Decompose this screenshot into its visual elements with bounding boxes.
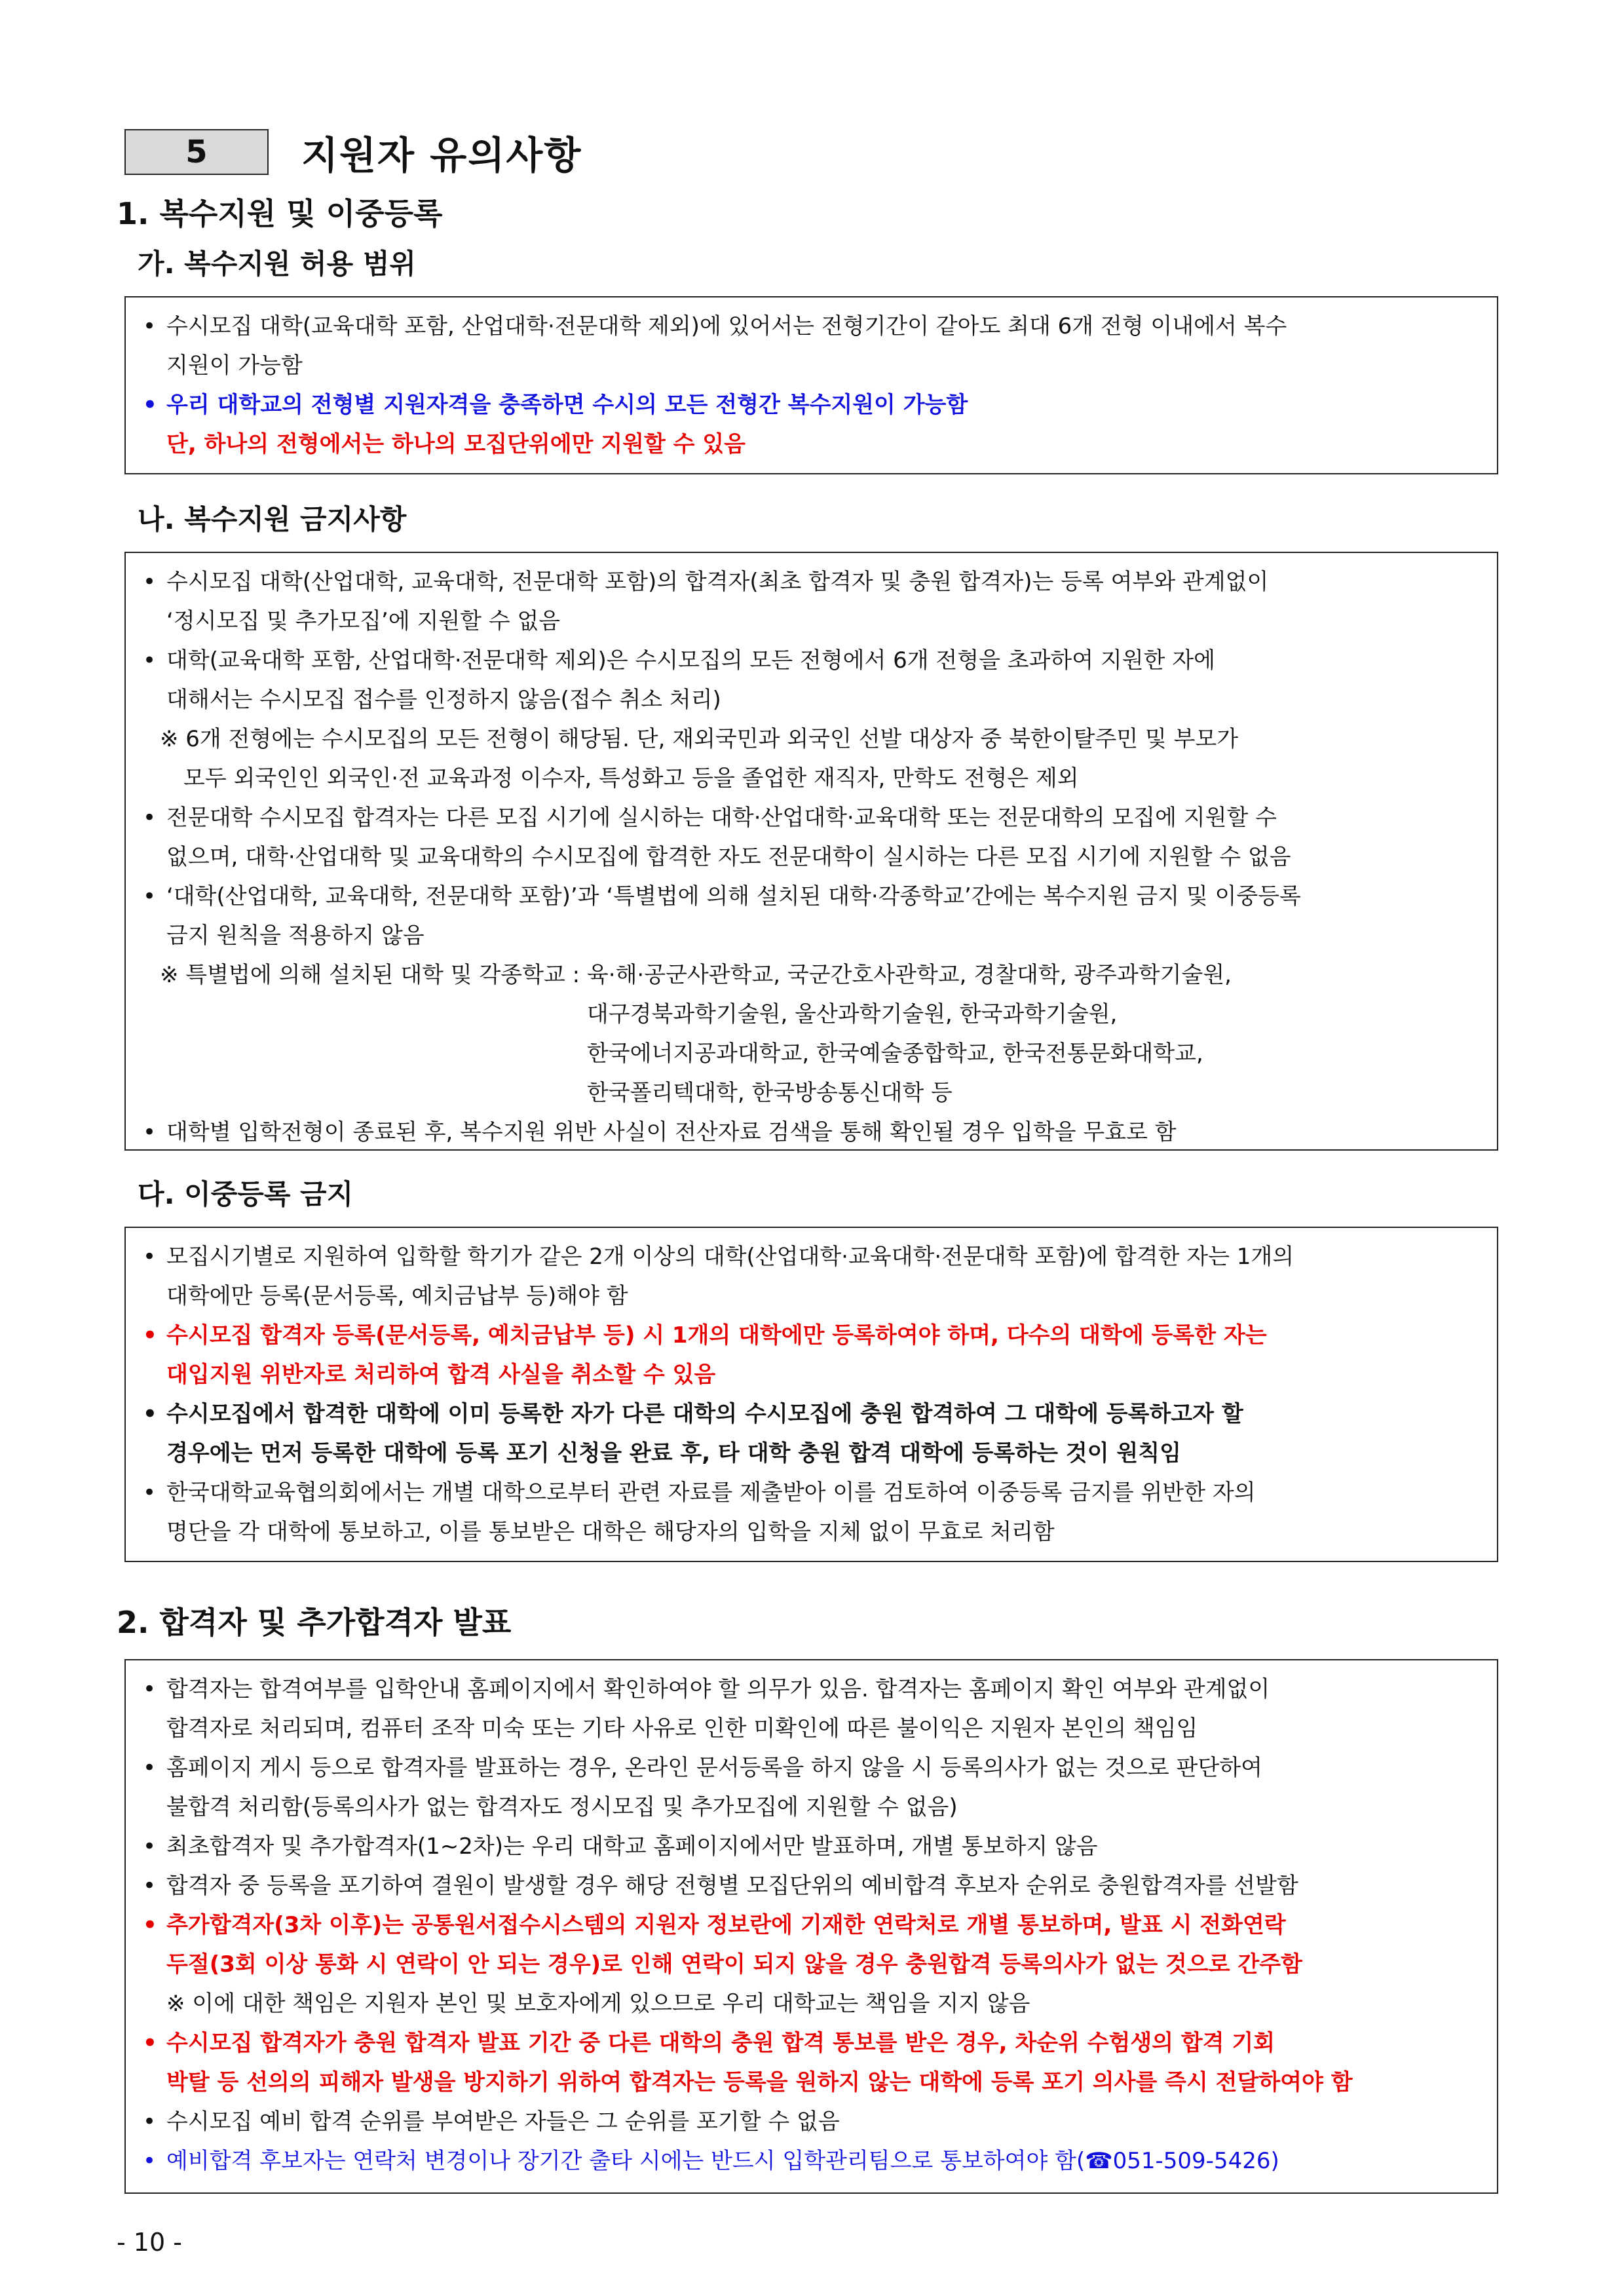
bullet: • [143, 1244, 157, 1270]
list-item: • 수시모집 합격자가 충원 합격자 발표 기간 중 다른 대학의 충원 합격 통보를 받은 경우, 차순위 수험생의 합격 기회 박탈 등 선의의 피해자 발생을 방지하기 위하여 합격자는 등록을 원하지 않는 대학에 등록 포기 의사를 즉시 전달하여야 함 [143, 2023, 1477, 2102]
bullet: • [143, 647, 157, 674]
list-item: • 합격자는 합격여부를 입학안내 홈페이지에서 확인하여야 할 의무가 있음. 합격자는 홈페이지 확인 여부와 관계없이 합격자로 처리되며, 컴퓨터 조작 미숙 또는 기타 사유로 인한 미확인에 따른 불이익은 지원자 본인의 책임임 [143, 1670, 1477, 1748]
bullet: • [143, 2148, 157, 2174]
heading-1: 1. 복수지원 및 이중등록 [117, 196, 443, 231]
bullet: • [143, 1401, 157, 1427]
bullet: • [143, 392, 157, 418]
heading-na: 나. 복수지원 금지사항 [138, 503, 407, 535]
list-item: • 모집시기별로 지원하여 입학할 학기가 같은 2개 이상의 대학(산업대학·교육대학·전문대학 포함)에 합격한 자는 1개의 대학에만 등록(문서등록, 예치금납부 등)해야 함 [143, 1237, 1477, 1316]
list-item: • 전문대학 수시모집 합격자는 다른 모집 시기에 실시하는 대학·산업대학·교육대학 또는 전문대학의 모집에 지원할 수 없으며, 대학·산업대학 및 교육대학의 수시모집에 합격한 자도 전문대학이 실시하는 다른 모집 시기에 지원할 수 없음 [143, 798, 1477, 877]
list-item: • 추가합격자(3차 이후)는 공통원서접수시스템의 지원자 정보란에 기재한 연락처로 개별 통보하며, 발표 시 전화연락 두절(3회 이상 통화 시 연락이 안 되는 경우)로 인해 연락이 되지 않을 경우 충원합격 등록의사가 없는 것으로 간주함 [143, 1905, 1477, 1984]
section-title: 지원자 유의사항 [301, 133, 582, 178]
heading-da: 다. 이중등록 금지 [138, 1178, 354, 1210]
bullet: • [143, 1322, 157, 1349]
list-item: • 대학별 입학전형이 종료된 후, 복수지원 위반 사실이 전산자료 검색을 통해 확인될 경우 입학을 무효로 함 [143, 1113, 1477, 1152]
box-ga [124, 296, 1498, 474]
list-item: • 수시모집 예비 합격 순위를 부여받은 자들은 그 순위를 포기할 수 없음 [143, 2102, 1477, 2141]
bullet: • [143, 1480, 157, 1506]
list-item: • 우리 대학교의 전형별 지원자격을 충족하면 수시의 모든 전형간 복수지원이 가능함 [143, 385, 1477, 425]
bullet: • [143, 569, 157, 595]
bullet: • [143, 1119, 157, 1145]
bullet: • [143, 1833, 157, 1860]
bullet: • [143, 1755, 157, 1781]
bullet: • [143, 1912, 157, 1938]
section-number: 5 [124, 129, 269, 175]
list-item: • 합격자 중 등록을 포기하여 결원이 발생할 경우 해당 전형별 모집단위의 예비합격 후보자 순위로 충원합격자를 선발함 [143, 1866, 1477, 1905]
bullet: • [143, 313, 157, 339]
box-sec2 [124, 1659, 1498, 2194]
note: ※ 이에 대한 책임은 지원자 본인 및 보호자에게 있으므로 우리 대학교는 책임을 지지 않음 [166, 1991, 1030, 2017]
bullet: • [143, 1873, 157, 1899]
heading-2: 2. 합격자 및 추가합격자 발표 [117, 1605, 512, 1640]
list-item: • 수시모집에서 합격한 대학에 이미 등록한 자가 다른 대학의 수시모집에 충원 합격하여 그 대학에 등록하고자 할 경우에는 먼저 등록한 대학에 등록 포기 신청을 완료 후, 타 대학 충원 합격 대학에 등록하는 것이 원칙임 [143, 1394, 1477, 1473]
list-item: • 수시모집 대학(교육대학 포함, 산업대학·전문대학 제외)에 있어서는 전형기간이 같아도 최대 6개 전형 이내에서 복수 지원이 가능함 [143, 307, 1477, 385]
bullet: • [143, 883, 157, 909]
list-item: • 대학(교육대학 포함, 산업대학·전문대학 제외)은 수시모집의 모든 전형에서 6개 전형을 초과하여 지원한 자에 대해서는 수시모집 접수를 인정하지 않음(접수 취소 처리) [143, 641, 1477, 719]
list-item: • ‘대학(산업대학, 교육대학, 전문대학 포함)’과 ‘특별법에 의해 설치된 대학·각종학교’간에는 복수지원 금지 및 이중등록 금지 원칙을 적용하지 않음 [143, 877, 1477, 955]
bullet: • [143, 2109, 157, 2135]
list-item: • 수시모집 합격자 등록(문서등록, 예치금납부 등) 시 1개의 대학에만 등록하여야 하며, 다수의 대학에 등록한 자는 대입지원 위반자로 처리하여 합격 사실을 취소할 수 있음 [143, 1316, 1477, 1394]
list-item: 단, 하나의 전형에서는 하나의 모집단위에만 지원할 수 있음 [166, 431, 746, 457]
section-header [124, 124, 582, 180]
box-na [124, 552, 1498, 1151]
page-number: - 10 - [117, 2228, 182, 2257]
special-schools-note: ※ 특별법에 의해 설치된 대학 및 각종학교 : 육·해·공군사관학교, 국군간호사관학교, 경찰대학, 광주과학기술원, 대구경북과학기술원, 울산과학기술원, 한국과학기술원, 한국에너지공과대학교, 한국예술종합학교, 한국전통문화대학교, 한국폴리텍대학, 한국방송통신대학 등 [160, 962, 1232, 1106]
list-item: • 최초합격자 및 추가합격자(1~2차)는 우리 대학교 홈페이지에서만 발표하며, 개별 통보하지 않음 [143, 1827, 1477, 1866]
note: ※ 6개 전형에는 수시모집의 모든 전형이 해당됨. 단, 재외국민과 외국인 선발 대상자 중 북한이탈주민 및 부모가 모두 외국인인 외국인·전 교육과정 이수자, 특성화고 등을 졸업한 재직자, 만학도 전형은 제외 [160, 726, 1239, 792]
box-da [124, 1227, 1498, 1562]
list-item: • 홈페이지 게시 등으로 합격자를 발표하는 경우, 온라인 문서등록을 하지 않을 시 등록의사가 없는 것으로 판단하여 불합격 처리함(등록의사가 없는 합격자도 정시모집 및 추가모집에 지원할 수 없음) [143, 1748, 1477, 1827]
list-item: • 수시모집 대학(산업대학, 교육대학, 전문대학 포함)의 합격자(최초 합격자 및 충원 합격자)는 등록 여부와 관계없이 ‘정시모집 및 추가모집’에 지원할 수 없음 [143, 562, 1477, 641]
list-item: • 한국대학교육협의회에서는 개별 대학으로부터 관련 자료를 제출받아 이를 검토하여 이중등록 금지를 위반한 자의 명단을 각 대학에 통보하고, 이를 통보받은 대학은 해당자의 입학을 지체 없이 무효로 처리함 [143, 1473, 1477, 1552]
bullet: • [143, 805, 157, 831]
bullet: • [143, 2030, 157, 2056]
heading-ga: 가. 복수지원 허용 범위 [138, 248, 416, 280]
list-item: • 예비합격 후보자는 연락처 변경이나 장기간 출타 시에는 반드시 입학관리팀으로 통보하여야 함(☎051-509-5426) [143, 2141, 1477, 2181]
bullet: • [143, 1676, 157, 1702]
